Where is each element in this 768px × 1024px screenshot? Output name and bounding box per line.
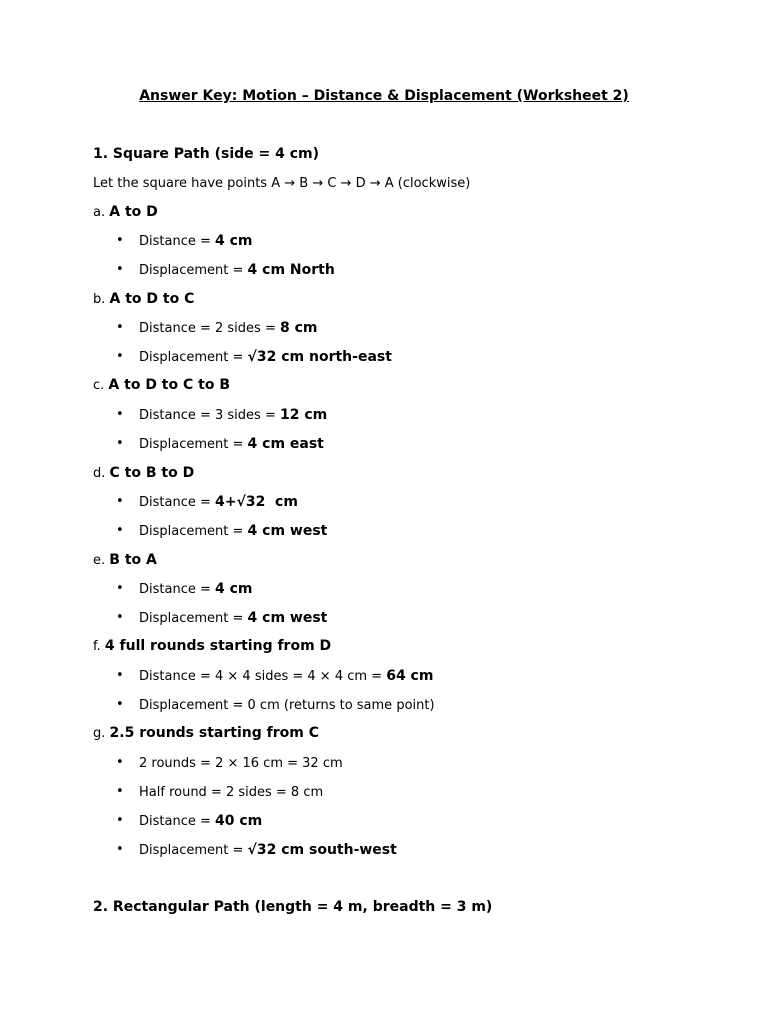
item-text: Distance = [139, 234, 216, 249]
list-item [139, 522, 327, 541]
item-answer: 4 cm west [247, 610, 328, 626]
part-label: 4 full rounds starting from D [104, 638, 332, 654]
item-text: Distance = [139, 814, 216, 829]
bullet-icon: • [116, 668, 124, 683]
item-text: Distance = 3 sides = [139, 408, 280, 423]
item-answer: 8 cm [279, 320, 318, 336]
list-item [139, 812, 262, 831]
part-f-heading [93, 637, 331, 656]
bullet-icon: • [116, 262, 124, 277]
bullet-icon: • [116, 784, 124, 799]
item-answer: 4 cm east [247, 436, 324, 452]
list-item [139, 696, 435, 715]
page-title: Answer Key: Motion – Distance & Displacement (Worksheet 2) [139, 88, 629, 104]
part-letter: c. [93, 378, 105, 393]
part-b-heading [93, 290, 194, 309]
bullet-icon: • [116, 523, 124, 538]
item-answer: 4 cm [215, 581, 253, 597]
item-text: Displacement = [139, 524, 248, 539]
part-g-heading [93, 724, 319, 743]
item-answer: 64 cm [386, 668, 434, 684]
section-2-heading: 2. Rectangular Path (length = 4 m, breadth = 3 m) [93, 899, 493, 915]
bullet-icon: • [116, 813, 124, 828]
part-a-heading [93, 203, 158, 222]
part-letter: f. [93, 639, 101, 654]
item-text: Distance = 4 × 4 sides = 4 × 4 cm = [139, 669, 387, 684]
list-item [139, 261, 335, 280]
bullet-icon: • [116, 610, 124, 625]
part-label: A to D [109, 204, 158, 220]
bullet-icon: • [116, 494, 124, 509]
item-text: Displacement = [139, 611, 248, 626]
item-answer: 4 cm west [247, 523, 328, 539]
part-e-heading [93, 551, 157, 570]
part-label: B to A [109, 552, 157, 568]
list-item [139, 783, 323, 802]
bullet-icon: • [116, 697, 124, 712]
part-label: A to D to C [109, 291, 195, 307]
item-text: Distance = 2 sides = [139, 321, 280, 336]
list-item [139, 609, 327, 628]
part-d-heading [93, 464, 194, 483]
bullet-icon: • [116, 581, 124, 596]
item-text: Displacement = [139, 263, 248, 278]
item-text: Displacement = [139, 843, 248, 858]
item-answer: 40 cm [215, 813, 263, 829]
part-label: A to D to C to B [108, 377, 230, 393]
list-item [139, 754, 343, 773]
bullet-icon: • [116, 842, 124, 857]
part-letter: g. [93, 726, 106, 741]
part-letter: b. [93, 292, 106, 307]
item-answer: 4 cm North [247, 262, 335, 278]
part-label: C to B to D [109, 465, 195, 481]
item-text: Distance = [139, 495, 216, 510]
bullet-icon: • [116, 407, 124, 422]
list-item [139, 348, 392, 367]
item-answer: 4+√32 cm [215, 494, 298, 510]
item-answer: √32 cm north-east [247, 349, 392, 365]
item-answer: √32 cm south-west [247, 842, 397, 858]
section-1-heading: 1. Square Path (side = 4 cm) [93, 146, 320, 162]
bullet-icon: • [116, 349, 124, 364]
bullet-icon: • [116, 436, 124, 451]
item-text: Distance = [139, 582, 216, 597]
bullet-icon: • [116, 755, 124, 770]
part-label: 2.5 rounds starting from C [109, 725, 319, 741]
item-text: Displacement = [139, 350, 248, 365]
list-item [139, 493, 298, 512]
list-item [139, 319, 317, 338]
section-1-intro: Let the square have points A → B → C → D → A (clockwise) [93, 176, 471, 191]
item-text: Displacement = 0 cm (returns to same point) [139, 698, 435, 713]
list-item [139, 667, 433, 686]
part-letter: d. [93, 466, 106, 481]
part-c-heading [93, 376, 230, 395]
item-text: Half round = 2 sides = 8 cm [139, 785, 324, 800]
list-item [139, 435, 324, 454]
bullet-icon: • [116, 233, 124, 248]
list-item [139, 232, 253, 251]
part-letter: a. [93, 205, 106, 220]
item-text: 2 rounds = 2 × 16 cm = 32 cm [139, 756, 343, 771]
part-letter: e. [93, 553, 106, 568]
bullet-icon: • [116, 320, 124, 335]
item-answer: 12 cm [279, 407, 328, 423]
list-item [139, 580, 253, 599]
list-item [139, 841, 397, 860]
list-item [139, 406, 327, 425]
item-answer: 4 cm [215, 233, 253, 249]
item-text: Displacement = [139, 437, 248, 452]
